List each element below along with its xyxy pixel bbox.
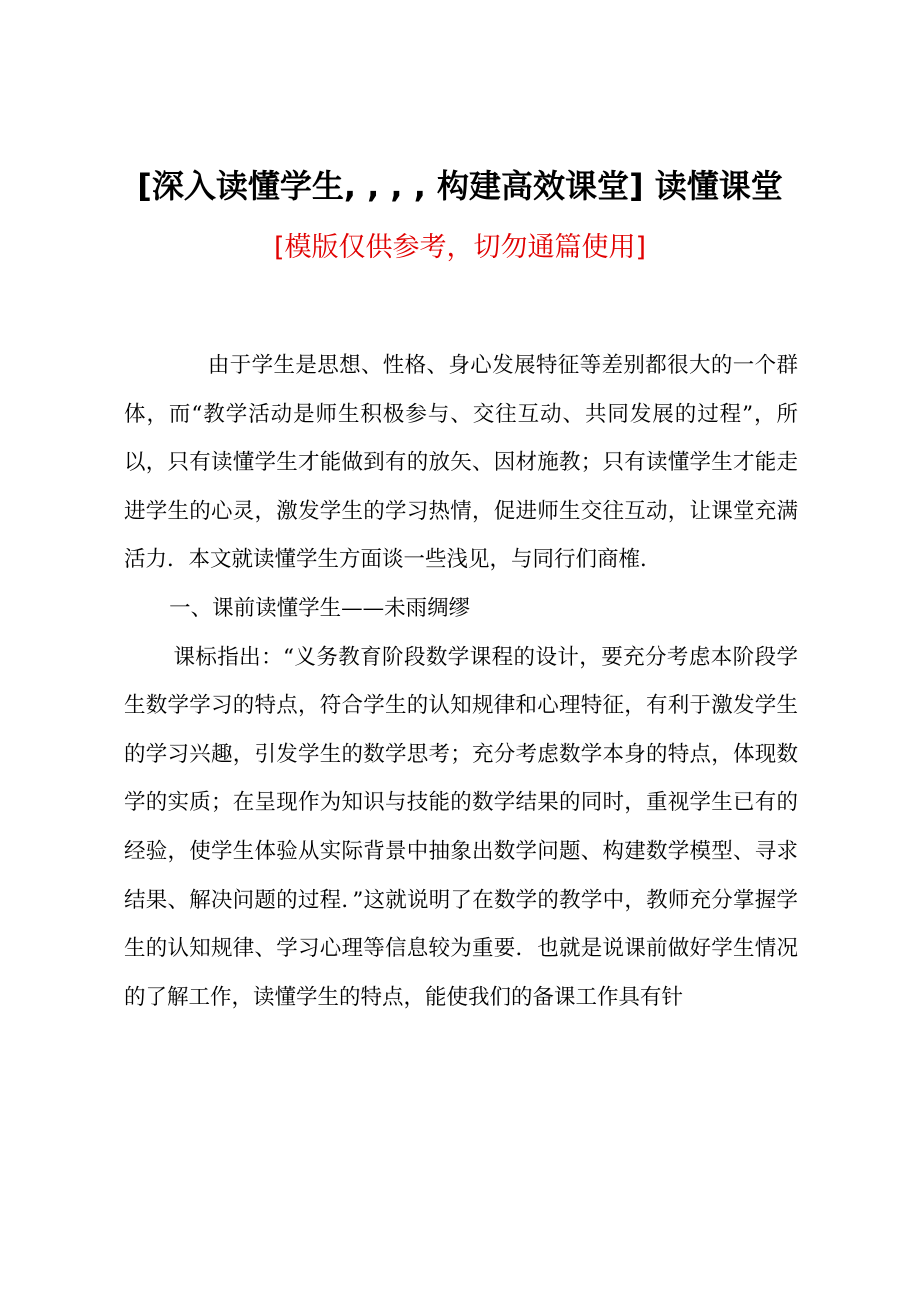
section-heading: 一、课前读懂学生——未雨绸缪 — [169, 595, 471, 621]
body-paragraph: 课标指出：“义务教育阶段数学课程的设计，要充分考虑本阶段学生数学学习的特点，符合学生的认知规律和心理特征，有利于激发学生的学习兴趣，引发学生的数学思考；充分考虑数学本身的特点，体现数学的实质；在呈现作为知识与技能的数学结果的同时，重视学生已有的经验，使学生体验从实际背景中抽象出数学问题、构建数学模型、寻求结果、解决问题的过程．”这就说明了在数学的教学中，教师充分掌握学生的认知规律、学习心理等信息较为重要．也就是说课前做好学生情况的了解工作，读懂学生的特点，能使我们的备课工作具有针 — [124, 644, 798, 1010]
document-title: [深入读懂学生, , , , 构建高效课堂] 读懂课堂 — [137, 167, 783, 205]
document-body — [124, 342, 798, 1022]
template-notice: [模版仅供参考，切勿通篇使用] — [273, 232, 647, 263]
intro-paragraph: 由于学生是思想、性格、身心发展特征等差别都很大的一个群体，而“教学活动是师生积极参与、交往互动、共同发展的过程”，所以，只有读懂学生才能做到有的放矢、因材施教；只有读懂学生才能走进学生的心灵，激发学生的学习热情，促进师生交往互动，让课堂充满活力．本文就读懂学生方面谈一些浅见，与同行们商榷． — [124, 353, 798, 573]
